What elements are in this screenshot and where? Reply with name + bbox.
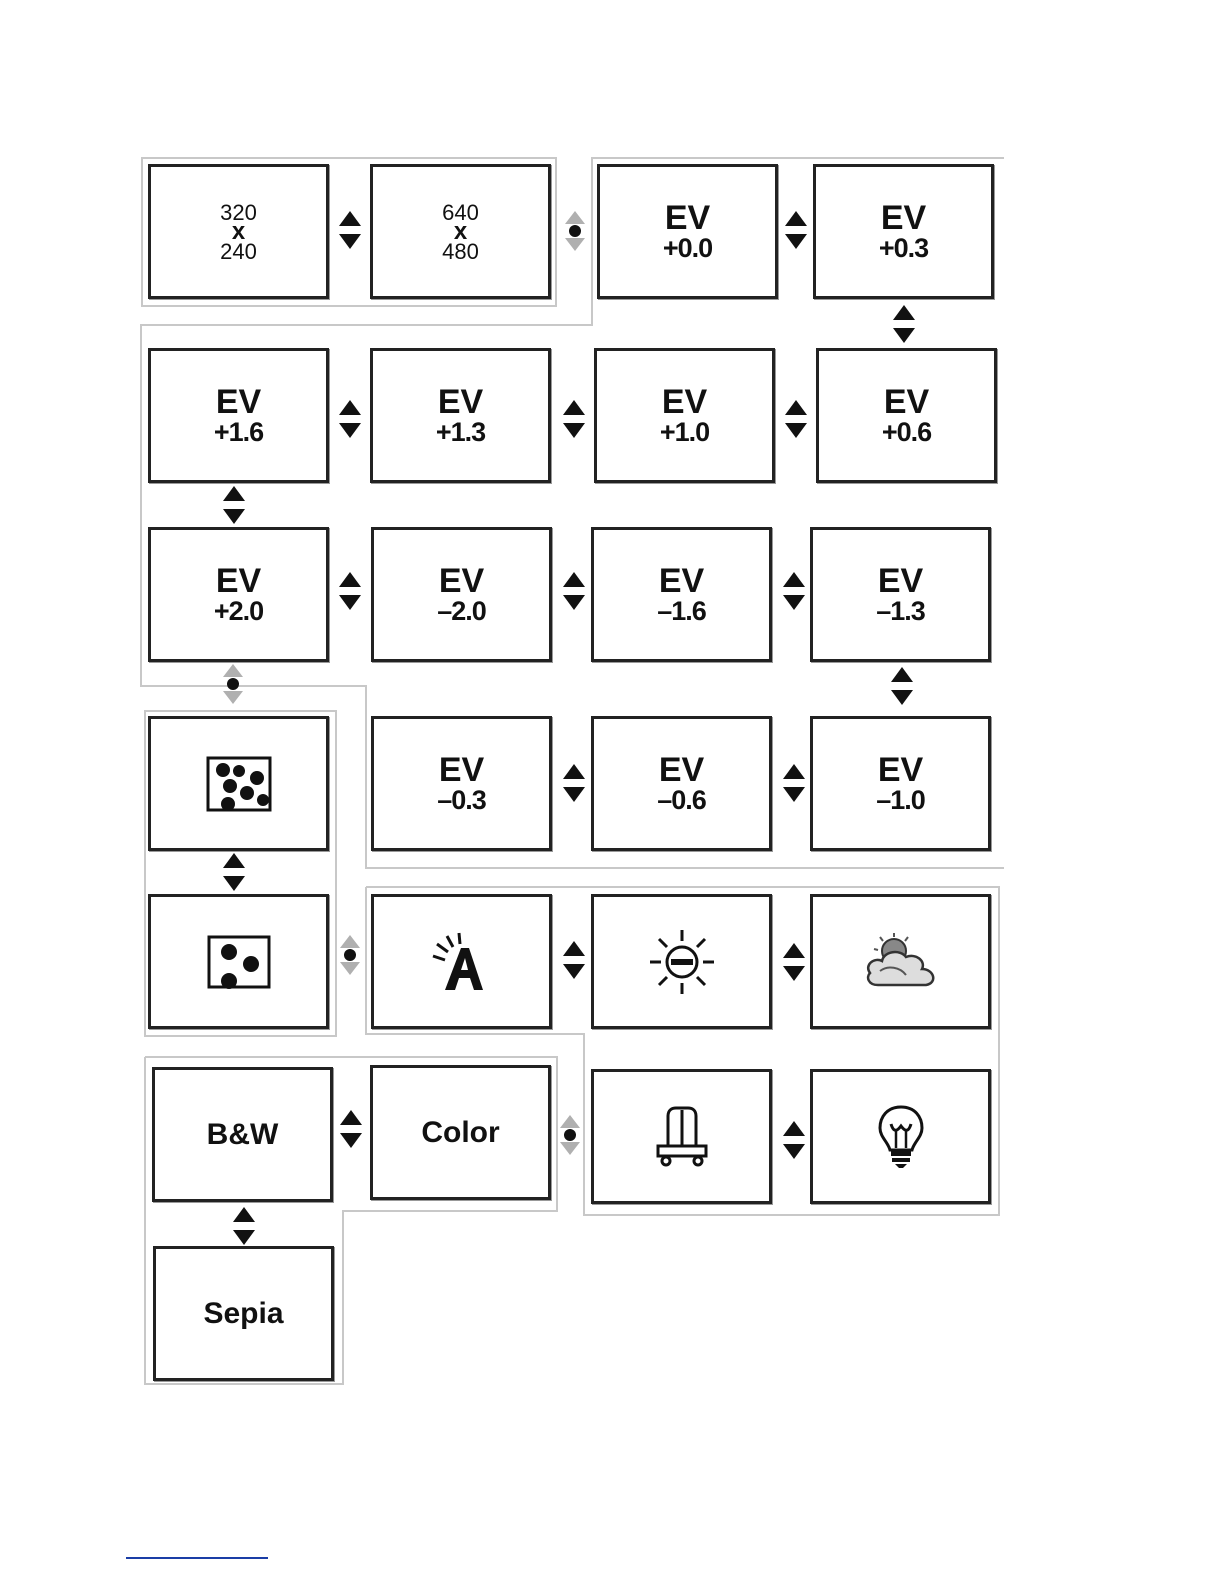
scroll-arrows-icon [339,211,361,249]
ev-label: EV [658,561,705,600]
resolution-x: x [453,217,468,245]
ev-label: EV [437,382,484,421]
ev-minus-1-0-panel[interactable] [810,716,991,851]
resolution-x: x [231,217,246,245]
color-mode-sepia-panel[interactable] [153,1246,334,1381]
ev-label: EV [877,750,924,789]
ev-value: –0.3 [437,784,486,815]
scroll-arrows-icon [893,305,915,343]
ev-label: EV [883,382,930,421]
next-group-arrow-icon [565,211,585,251]
ev-label: EV [661,382,708,421]
scroll-arrows-icon [891,667,913,705]
ev-value: +0.6 [881,416,932,447]
ev-value: –1.0 [876,784,925,815]
scroll-arrows-icon [563,400,585,438]
white-balance-tungsten-panel[interactable] [810,1069,991,1204]
scroll-arrows-icon [340,1110,362,1148]
ev-value: –1.6 [657,595,706,626]
ev-label: EV [215,382,262,421]
color-mode-color-panel[interactable] [370,1065,551,1200]
ev-value: +2.0 [213,595,264,626]
color-mode-bw-label: B&W [206,1117,279,1151]
normal-quality-icon [207,935,271,989]
ev-value: +1.6 [213,416,264,447]
ev-plus-0-0-panel[interactable] [597,164,778,299]
resolution-width: 640 [442,199,479,225]
scroll-arrows-icon [783,572,805,610]
ev-plus-1-3-panel[interactable] [370,348,551,483]
ev-label: EV [658,750,705,789]
ev-plus-1-6-panel[interactable] [148,348,329,483]
quality-fine-panel[interactable] [148,716,329,851]
scroll-arrows-icon [783,943,805,981]
next-group-arrow-icon [340,935,360,975]
fine-quality-icon [206,756,272,812]
fluorescent-icon [654,1106,710,1168]
resolution-height: 480 [442,238,479,264]
ev-label: EV [215,561,262,600]
scroll-arrows-icon [233,1207,255,1245]
ev-minus-1-3-panel[interactable] [810,527,991,662]
ev-minus-0-6-panel[interactable] [591,716,772,851]
tungsten-icon [876,1104,926,1170]
resolution-height: 240 [220,238,257,264]
scroll-arrows-icon [785,211,807,249]
quality-normal-panel[interactable] [148,894,329,1029]
ev-minus-1-6-panel[interactable] [591,527,772,662]
scroll-arrows-icon [339,572,361,610]
ev-label: EV [438,750,485,789]
color-mode-sepia-label: Sepia [203,1296,284,1330]
ev-plus-2-0-panel[interactable] [148,527,329,662]
color-mode-color-label: Color [421,1115,500,1149]
white-balance-auto-panel[interactable] [371,894,552,1029]
ev-label: EV [664,198,711,237]
white-balance-fluorescent-panel[interactable] [591,1069,772,1204]
ev-value: +0.3 [878,232,929,263]
scroll-arrows-icon [339,400,361,438]
ev-plus-0-6-panel[interactable] [816,348,997,483]
ev-plus-1-0-panel[interactable] [594,348,775,483]
ev-value: –1.3 [876,595,925,626]
ev-value: –0.6 [657,784,706,815]
ev-minus-2-0-panel[interactable] [371,527,552,662]
white-balance-cloudy-panel[interactable] [810,894,991,1029]
scroll-arrows-icon [785,400,807,438]
auto-white-balance-icon [427,930,497,994]
scroll-arrows-icon [563,572,585,610]
ev-label: EV [877,561,924,600]
ev-value: +1.0 [659,416,710,447]
scroll-arrows-icon [563,941,585,979]
scroll-arrows-icon [563,764,585,802]
ev-plus-0-3-panel[interactable] [813,164,994,299]
resolution-320x240-panel[interactable] [148,164,329,299]
color-mode-bw-panel[interactable] [152,1067,333,1202]
cloudy-icon [860,931,942,993]
ev-label: EV [438,561,485,600]
ev-value: +0.0 [662,232,713,263]
scroll-arrows-icon [783,764,805,802]
white-balance-daylight-panel[interactable] [591,894,772,1029]
next-group-arrow-icon [560,1115,580,1155]
ev-minus-0-3-panel[interactable] [371,716,552,851]
resolution-640x480-panel[interactable] [370,164,551,299]
ev-label: EV [880,198,927,237]
footer-rule [126,1557,268,1559]
ev-value: +1.3 [435,416,486,447]
daylight-icon [647,927,717,997]
ev-value: –2.0 [437,595,486,626]
next-group-arrow-icon [223,664,243,704]
scroll-arrows-icon [223,486,245,524]
scroll-arrows-icon [783,1121,805,1159]
resolution-width: 320 [220,199,257,225]
scroll-arrows-icon [223,853,245,891]
